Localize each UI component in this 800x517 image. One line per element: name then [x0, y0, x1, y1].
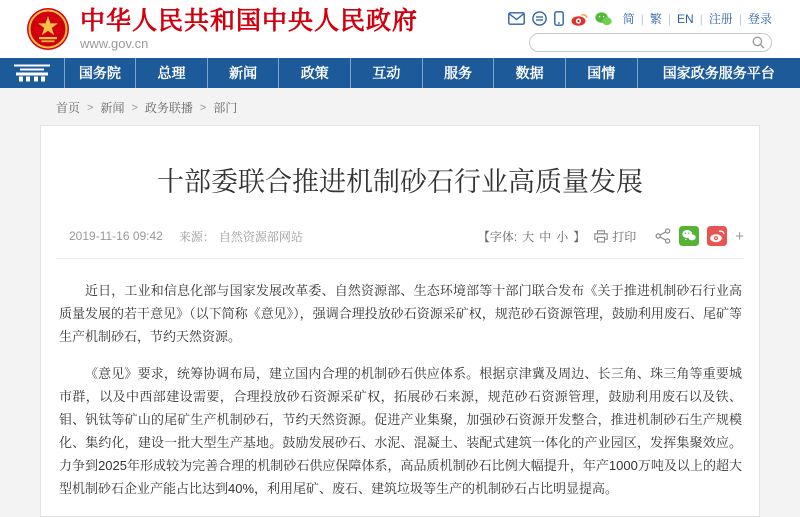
community-icon[interactable] [532, 11, 547, 26]
mobile-icon[interactable] [554, 11, 564, 26]
search-icon[interactable] [752, 36, 765, 49]
nav-item-services[interactable]: 服务 [422, 58, 494, 88]
search-input[interactable] [540, 35, 752, 50]
publish-date: 2019-11-16 09:42 [69, 229, 163, 243]
nav-item-national-conditions[interactable]: 国情 [565, 58, 637, 88]
article-title: 十部委联合推进机制砂石行业高质量发展 [157, 167, 643, 197]
print-label: 打印 [612, 229, 637, 244]
breadcrumb-department[interactable]: 部门 [213, 101, 238, 115]
article-card [40, 125, 760, 517]
main-nav [0, 58, 800, 88]
wechat-icon[interactable] [595, 12, 612, 26]
link-separator: | [738, 11, 742, 26]
weibo-share-icon[interactable] [707, 226, 727, 246]
lang-traditional[interactable]: 繁 [649, 12, 662, 26]
weibo-icon[interactable] [571, 12, 588, 26]
share-buttons [655, 226, 744, 246]
breadcrumb-news[interactable]: 新闻 [100, 101, 125, 115]
link-separator: | [640, 11, 644, 26]
language-account-links [623, 10, 772, 27]
nav-item-state-council[interactable]: 国务院 [64, 58, 136, 88]
article-paragraph: 《意见》要求，统筹协调布局，建立国内合理的机制砂石供应体系。根据京津冀及周边、长三角、珠三角等重要城市群，以及中西部建设需要，合理投放砂石资源采矿权，拓展砂石来源，规范砂石资源管理，鼓励利用废石以及铁、钼、钒钛等矿山的尾矿生产机制砂石，节约天然资源。促进产业集聚，加强砂石资源开发整合，推进机制砂石生产规模化、集约化，建设一批大型生产基地。鼓励发展砂石、水泥、混凝土、装配式建筑一体化的产业园区，发挥集聚效应。力争到2025年形成较为完善合理的机制砂石供应保障体系，高品质机制砂石比例大幅提升，年产1000万吨及以上的超大型机制砂石企业产能占比达到40%，利用尾矿、废石、建筑垃圾等生产的机制砂石占比明显提高。 [59, 366, 742, 496]
fontsize-small-button[interactable]: 小 [556, 229, 569, 244]
site-url: www.gov.cn [80, 36, 149, 51]
topbar [508, 10, 772, 27]
breadcrumb-separator: > [131, 101, 138, 114]
source-name: 自然资源部网站 [218, 229, 303, 244]
nav-item-interaction[interactable]: 互动 [350, 58, 422, 88]
nav-item-gov-service-platform[interactable]: 国家政务服务平台 [637, 58, 800, 88]
lang-simplified[interactable]: 简 [622, 12, 635, 26]
article-body [59, 279, 742, 500]
site-header [0, 0, 800, 58]
wechat-share-icon[interactable] [679, 226, 699, 246]
article-paragraph: 近日，工业和信息化部与国家发展改革委、自然资源部、生态环境部等十部门联合发布《关于推进机制砂石行业高质量发展的若干意见》（以下简称《意见》），强调合理投放砂石资源采矿权，规范砂石资源管理，鼓励利用废石、尾矿等生产机制砂石，节约天然资源。 [59, 283, 742, 344]
print-button[interactable] [594, 228, 636, 245]
login-link[interactable]: 登录 [747, 12, 772, 26]
nav-item-policy[interactable]: 政策 [278, 58, 350, 88]
search-bar[interactable] [529, 33, 772, 52]
national-emblem-icon [26, 7, 70, 51]
breadcrumb [0, 88, 800, 125]
site-title: 中华人民共和国中央人民政府 [80, 7, 419, 35]
breadcrumb-gov-broadcast[interactable]: 政务联播 [144, 101, 193, 115]
site-logo[interactable] [26, 7, 418, 51]
source-label: 来源： [178, 229, 215, 244]
fontsize-large-button[interactable]: 大 [522, 229, 535, 244]
breadcrumb-home[interactable]: 首页 [56, 101, 81, 115]
nav-item-news[interactable]: 新闻 [207, 58, 279, 88]
fontsize-control [478, 228, 585, 245]
fontsize-medium-button[interactable]: 中 [539, 229, 552, 244]
fontsize-prefix: 【字体: [477, 229, 518, 244]
register-link[interactable]: 注册 [708, 12, 733, 26]
breadcrumb-separator: > [199, 101, 207, 114]
lang-english[interactable]: EN [677, 11, 694, 26]
nav-home[interactable] [0, 58, 64, 88]
link-separator: | [667, 11, 672, 26]
mail-icon[interactable] [508, 12, 525, 25]
link-separator: | [699, 11, 703, 26]
nav-item-data[interactable]: 数据 [493, 58, 565, 88]
share-icon[interactable] [655, 228, 671, 244]
fontsize-suffix: 】 [573, 229, 586, 244]
printer-icon [594, 230, 608, 243]
share-more-button[interactable]: + [735, 227, 744, 245]
breadcrumb-separator: > [87, 101, 94, 114]
nav-item-premier[interactable]: 总理 [135, 58, 207, 88]
article-meta [56, 226, 744, 259]
tiananmen-icon [11, 63, 53, 83]
